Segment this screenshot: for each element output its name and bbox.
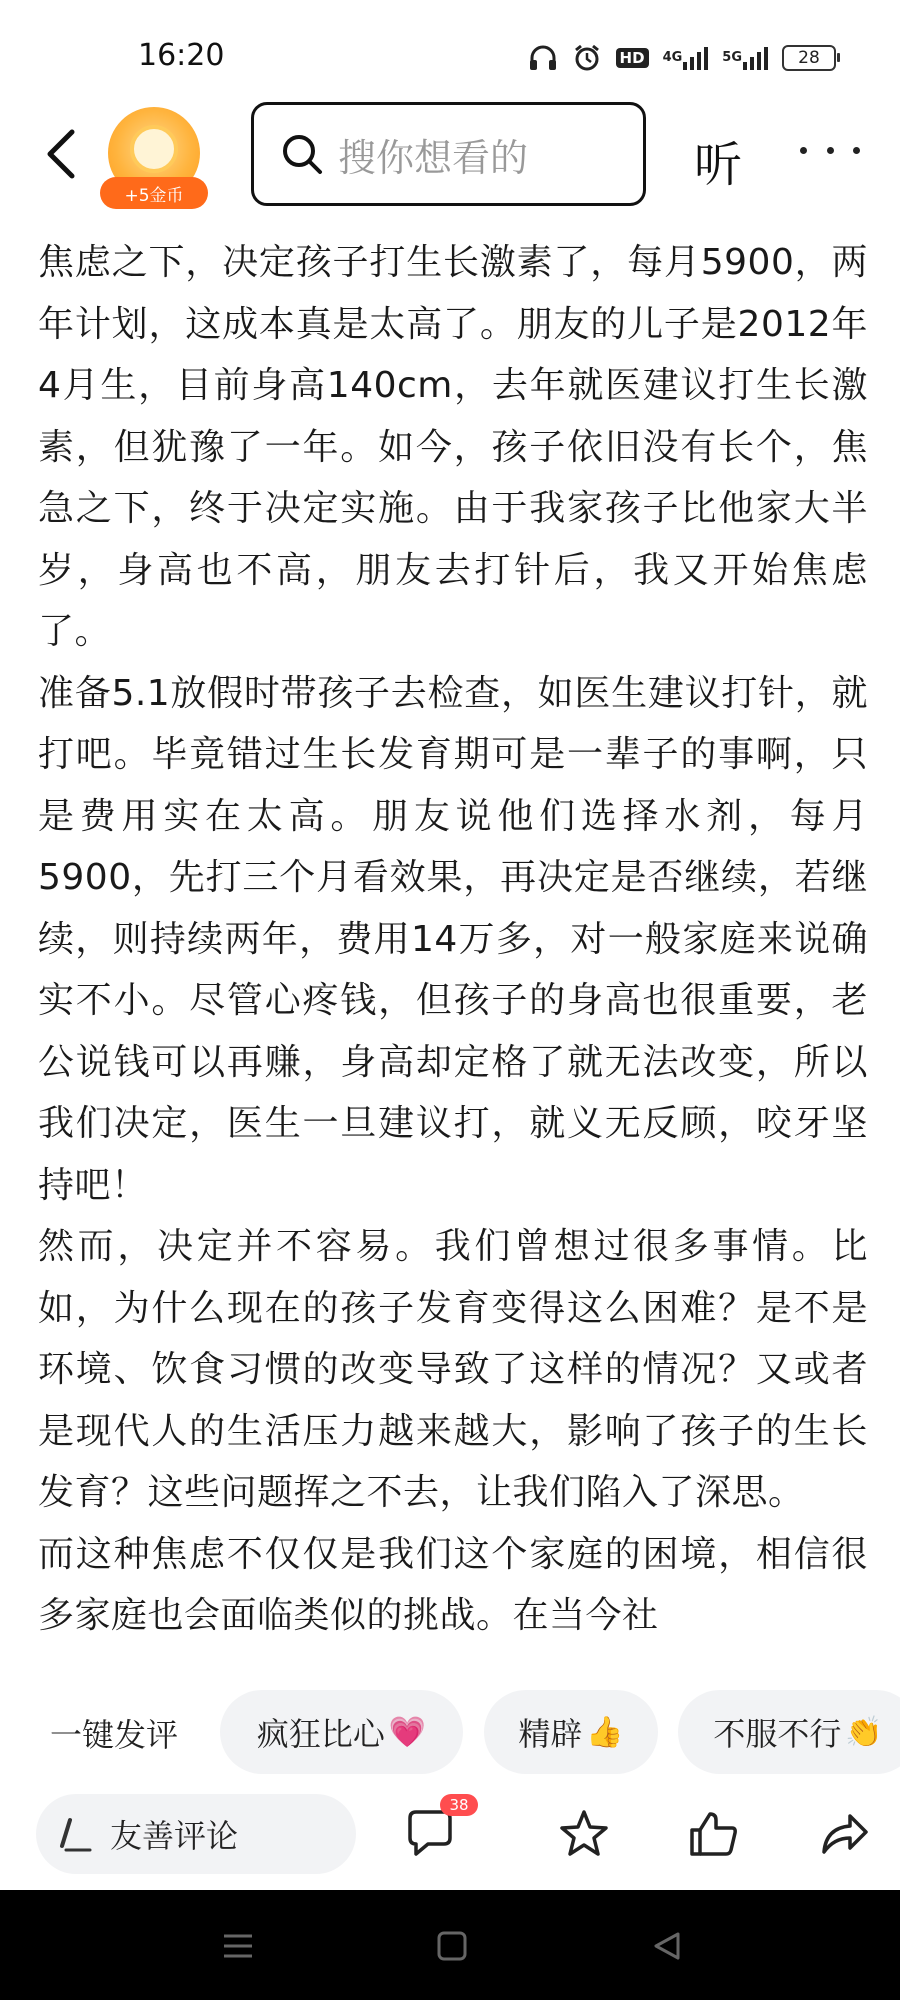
top-header [0, 100, 900, 215]
comment-input[interactable] [36, 1794, 356, 1874]
article-paragraph: 焦虑之下，决定孩子打生长激素了，每月5900，两年计划，这成本真是太高了。朋友的儿子是2012年4月生，目前身高140cm，去年就医建议打生长激素，但犹豫了一年。如今，孩子依旧没有长个，焦急之下，终于决定实施。由于我家孩子比他家大半岁，身高也不高，朋友去打针后，我又开始焦虑了。 [38, 242, 868, 652]
quick-reply-chip[interactable]: 精辟 👍 [484, 1690, 658, 1774]
quick-reply-title[interactable]: 一键发评 [50, 1716, 179, 1754]
status-icons [528, 40, 836, 76]
quick-reply-bar [0, 1674, 900, 1794]
home-icon[interactable] [432, 1926, 472, 1966]
signal-5g-icon: 5G [722, 42, 768, 74]
listen-button[interactable]: 听 [694, 137, 743, 193]
bottom-action-bar [0, 1794, 900, 1890]
more-dots-icon [800, 147, 807, 154]
article-body [38, 232, 868, 1672]
headphones-icon [528, 42, 558, 74]
quick-reply-chip[interactable]: 疯狂比心 💗 [220, 1690, 463, 1774]
back-nav-icon[interactable] [648, 1926, 688, 1966]
hd-icon: HD [616, 42, 649, 74]
coin-reward-widget[interactable] [100, 105, 210, 215]
heart-emoji-icon: 💗 [388, 1714, 427, 1750]
menu-icon[interactable] [218, 1926, 258, 1966]
share-arrow-icon[interactable] [816, 1806, 872, 1862]
status-time: 16:20 [138, 38, 225, 73]
back-arrow-icon [38, 124, 88, 184]
article-paragraph: 然而，决定并不容易。我们曾想过很多事情。比如，为什么现在的孩子发育变得这么困难？是不是环境、饮食习惯的改变导致了这样的情况？又或者是现代人的生活压力越来越大，影响了孩子的生长发育？这些问题挥之不去，让我们陷入了深思。 [38, 1226, 868, 1513]
signal-4g-icon: 4G [663, 42, 709, 74]
thumbs-up-emoji-icon: 👍 [586, 1714, 624, 1750]
thumbs-up-icon[interactable] [686, 1806, 742, 1862]
system-nav-bar [0, 1890, 900, 2000]
alarm-icon [572, 42, 602, 74]
search-icon [280, 132, 324, 176]
battery-icon: 28 [782, 42, 836, 74]
article-paragraph: 而这种焦虑不仅仅是我们这个家庭的困境，相信很多家庭也会面临类似的挑战。在当今社 [38, 1533, 868, 1636]
comment-count-badge: 38 [440, 1794, 478, 1816]
quick-reply-chip[interactable]: 不服不行 👏 [678, 1690, 900, 1774]
more-button[interactable] [800, 130, 860, 170]
back-button[interactable] [38, 124, 88, 184]
search-input[interactable] [251, 102, 646, 206]
article-paragraph: 准备5.1放假时带孩子去检查，如医生建议打针，就打吧。毕竟错过生长发育期可是一辈子的事啊，只是费用实在太高。朋友说他们选择水剂，每月5900，先打三个月看效果，再决定是否继续，若继续，则持续两年，费用14万多，对一般家庭来说确实不小。尽管心疼钱，但孩子的身高也很重要，老公说钱可以再赚，身高却定格了就无法改变，所以我们决定，医生一旦建议打，就义无反顾，咬牙坚持吧！ [38, 672, 868, 1206]
pen-icon [56, 1814, 96, 1854]
search-placeholder: 搜你想看的 [338, 135, 529, 180]
clap-emoji-icon: 👏 [845, 1714, 883, 1750]
status-bar [0, 0, 900, 100]
star-icon[interactable] [556, 1806, 612, 1862]
coin-badge: +5金币 [100, 177, 208, 209]
comment-placeholder: 友善评论 [110, 1817, 239, 1855]
